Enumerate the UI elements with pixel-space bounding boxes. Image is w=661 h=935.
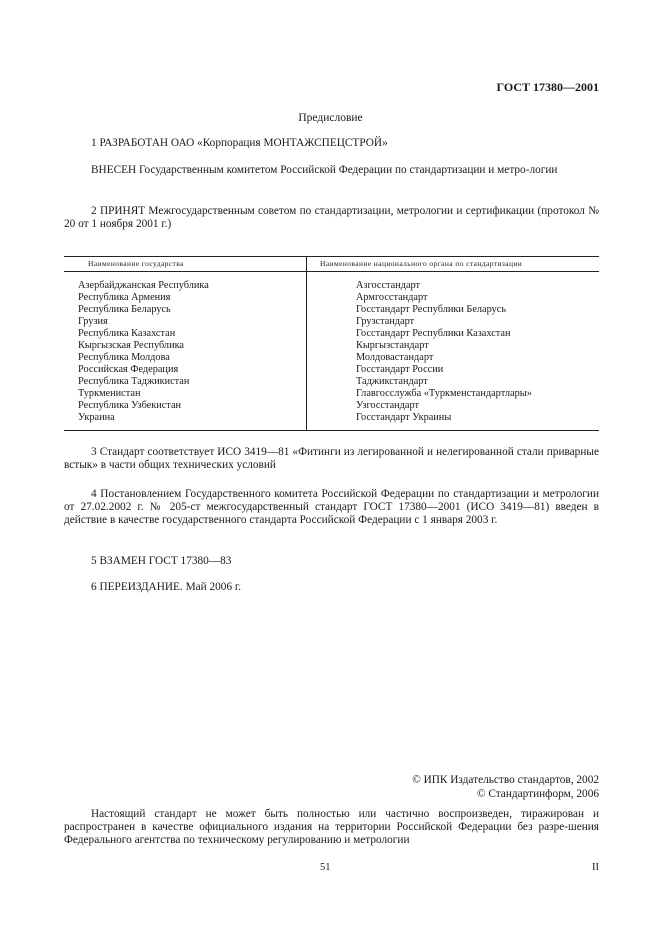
standard-number: ГОСТ 17380—2001: [496, 80, 599, 94]
table-cell-state: Республика Казахстан: [78, 328, 176, 339]
states-column: [78, 280, 209, 424]
table-cell-body: Таджикстандарт: [356, 376, 428, 387]
table-cell-body: Грузстандарт: [356, 316, 415, 327]
paragraph-developed: 1 РАЗРАБОТАН ОАО «Корпорация МОНТАЖСПЕЦСТРОЙ»: [91, 137, 388, 149]
bodies-column: [356, 280, 532, 424]
paragraph-reissue: 6 ПЕРЕИЗДАНИЕ. Май 2006 г.: [91, 581, 242, 593]
reproduction-notice: Настоящий стандарт не может быть полностью или частично воспроизведен, тиражирован и распространен в качестве официального издания на территории Российской Федерации без разре-шения Федерального агентства по техническому регулированию и метрологии: [64, 808, 599, 846]
paragraph-replaces: 5 ВЗАМЕН ГОСТ 17380—83: [91, 555, 232, 567]
paragraph-adopted: 2 ПРИНЯТ Межгосударственным советом по стандартизации, метрологии и сертификации (протокол № 20 от 1 ноября 2001 г.): [64, 205, 599, 230]
table-cell-state: Азербайджанская Республика: [78, 280, 209, 291]
table-cell-body: Молдовастандарт: [356, 352, 434, 363]
table-cell-state: Туркменистан: [78, 388, 141, 399]
table-cell-body: Госстандарт Республики Казахстан: [356, 328, 511, 339]
table-cell-state: Республика Беларусь: [78, 304, 171, 315]
table-cell-state: Российская Федерация: [78, 364, 179, 375]
page-number: 51: [320, 862, 331, 873]
states-table: [64, 256, 599, 431]
copyright-publisher: © ИПК Издательство стандартов, 2002: [412, 774, 599, 786]
table-cell-body: Госстандарт России: [356, 364, 444, 375]
table-cell-body: Кыргызстандарт: [356, 340, 429, 351]
paragraph-introduced: ВНЕСЕН Государственным комитетом Российской Федерации по стандартизации и метро-логии: [91, 164, 558, 176]
table-cell-body: Армгосстандарт: [356, 292, 428, 303]
paragraph-conformity: 3 Стандарт соответствует ИСО 3419—81 «Фитинги из легированной и нелегированной стали приварные встык» в части общих технических условий: [64, 446, 599, 471]
table-cell-body: Узгосстандарт: [356, 400, 419, 411]
table-cell-state: Республика Армения: [78, 292, 171, 303]
table-column-divider: [306, 257, 307, 430]
table-header-body: Наименование национального органа по стандартизации: [320, 259, 523, 268]
table-cell-state: Республика Таджикистан: [78, 376, 190, 387]
table-cell-body: Госстандарт Республики Беларусь: [356, 304, 507, 315]
table-cell-state: Республика Узбекистан: [78, 400, 182, 411]
page-title: Предисловие: [298, 112, 363, 124]
table-cell-body: Азгосстандарт: [356, 280, 421, 291]
table-cell-state: Грузия: [78, 316, 108, 327]
table-cell-body: Главгосслужба «Туркменстандартлары»: [356, 388, 532, 399]
table-header-state: Наименование государства: [88, 259, 184, 268]
table-header-row: [64, 257, 599, 272]
copyright-standartinform: © Стандартинформ, 2006: [476, 788, 599, 800]
table-cell-state: Кыргызская Республика: [78, 340, 185, 351]
table-cell-state: Украина: [78, 412, 115, 423]
paragraph-resolution: 4 Постановлением Государственного комитета Российской Федерации по стандартизации и метрологии от 27.02.2002 г. № 205-ст межгосударственный стандарт ГОСТ 17380—2001 (ИСО 3419—81) введен в действие в качестве государственного стандарта Российской Федерации с 1 января 2003 г.: [64, 488, 599, 526]
roman-page-number: II: [592, 862, 599, 873]
table-cell-body: Госстандарт Украины: [356, 412, 452, 423]
table-cell-state: Республика Молдова: [78, 352, 170, 363]
